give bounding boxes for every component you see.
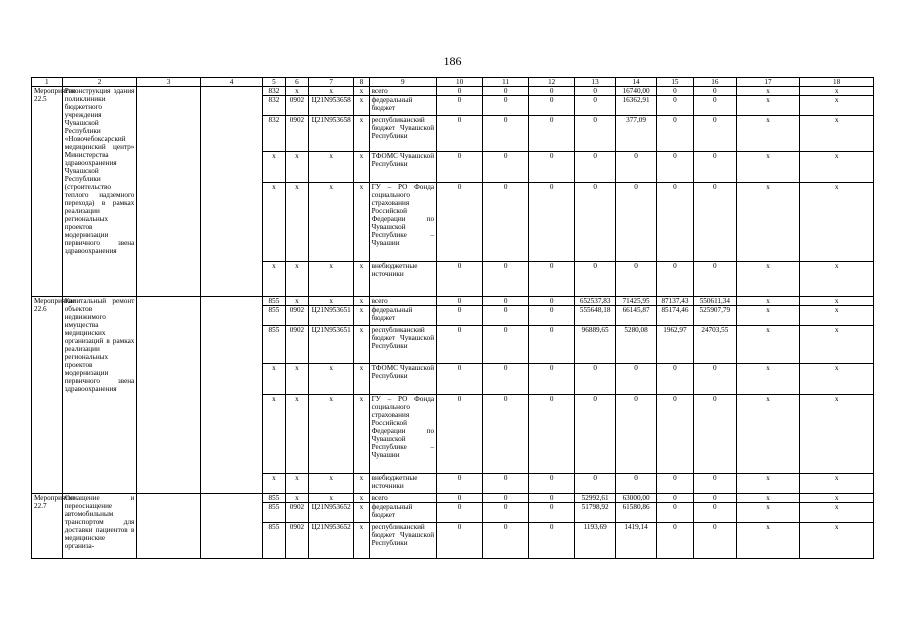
- table-cell: x: [309, 364, 354, 395]
- funding-source: всего: [369, 87, 437, 96]
- table-cell: x: [354, 297, 369, 306]
- table-cell: 24703,55: [693, 326, 736, 364]
- table-cell: x: [263, 183, 286, 262]
- table-cell: x: [800, 116, 874, 152]
- table-cell: 87137,43: [657, 297, 694, 306]
- table-cell: x: [800, 306, 874, 326]
- table-cell: 0: [575, 474, 616, 494]
- header-cell: 5: [263, 78, 286, 87]
- table-cell: 0: [483, 306, 529, 326]
- header-cell: 12: [529, 78, 575, 87]
- funding-source: федеральный бюджет: [369, 96, 437, 116]
- table-cell: x: [285, 183, 309, 262]
- table-cell: 0: [483, 262, 529, 297]
- table-cell: 0: [616, 183, 657, 262]
- table-cell: 0: [437, 364, 483, 395]
- funding-source: федеральный бюджет: [369, 503, 437, 523]
- table-cell: 0: [575, 116, 616, 152]
- funding-source: ТФОМС Чувашской Республики: [369, 364, 437, 395]
- table-cell: x: [354, 474, 369, 494]
- table-cell: 0: [657, 262, 694, 297]
- table-cell: 0: [657, 116, 694, 152]
- table-cell: 0: [437, 494, 483, 503]
- table-cell: x: [309, 262, 354, 297]
- table-cell: 0: [529, 116, 575, 152]
- table-cell: 0: [529, 523, 575, 559]
- table-cell: 52992,61: [575, 494, 616, 503]
- table-cell: 855: [263, 503, 286, 523]
- table-cell: 1962,97: [657, 326, 694, 364]
- table-cell: 0902: [285, 96, 309, 116]
- activity-name: Реконструкция здания поликлиники бюджетного учреждения Чувашской Республики «Новочебоксарский медицинский центр» Министерства здравоохранения Чувашской Республики (строительство теплого надземного перехода) в рамках реализации региональных проектов модернизации первичного звена здравоохранения: [62, 87, 137, 297]
- table-cell: 0: [529, 152, 575, 183]
- table-cell: x: [800, 494, 874, 503]
- table-cell: 0: [693, 96, 736, 116]
- table-cell: x: [309, 474, 354, 494]
- table-cell: 0: [437, 183, 483, 262]
- activity-id: Мероприятие 22.6: [32, 297, 63, 494]
- table-cell: x: [800, 262, 874, 297]
- table-cell: x: [263, 395, 286, 474]
- table-cell: x: [263, 152, 286, 183]
- table-cell: x: [800, 395, 874, 474]
- table-cell: x: [736, 87, 799, 96]
- table-cell: x: [736, 183, 799, 262]
- table-cell: x: [263, 262, 286, 297]
- table-cell: x: [800, 152, 874, 183]
- table-cell: x: [354, 503, 369, 523]
- header-cell: 10: [437, 78, 483, 87]
- table-cell: x: [736, 364, 799, 395]
- table-cell: 71425,95: [616, 297, 657, 306]
- table-cell: 0: [437, 326, 483, 364]
- empty-cell: [137, 297, 200, 494]
- table-cell: x: [285, 297, 309, 306]
- table-cell: 0: [529, 96, 575, 116]
- table-cell: 16362,91: [616, 96, 657, 116]
- table-cell: 0: [616, 152, 657, 183]
- table-cell: 0: [693, 364, 736, 395]
- activity-name: Оснащение и переоснащение автомобильным транспортом для доставки пациентов в медицинские организа-: [62, 494, 137, 559]
- table-cell: 0: [657, 395, 694, 474]
- table-cell: 0: [693, 87, 736, 96]
- table-cell: 0: [693, 183, 736, 262]
- table-cell: x: [736, 474, 799, 494]
- table-cell: x: [354, 262, 369, 297]
- table-cell: Ц21N953658: [309, 96, 354, 116]
- header-cell: 11: [483, 78, 529, 87]
- header-row: [32, 78, 874, 87]
- table-cell: 51798,92: [575, 503, 616, 523]
- table-cell: 0: [529, 306, 575, 326]
- table-cell: 85174,46: [657, 306, 694, 326]
- activity-id: Мероприятие 22.7: [32, 494, 63, 559]
- table-cell: x: [800, 523, 874, 559]
- table-cell: 0: [483, 297, 529, 306]
- table-cell: 61580,86: [616, 503, 657, 523]
- header-cell: 17: [736, 78, 799, 87]
- table-cell: 0: [483, 523, 529, 559]
- table-cell: 0: [483, 364, 529, 395]
- table-cell: x: [285, 395, 309, 474]
- header-cell: 14: [616, 78, 657, 87]
- table-cell: 832: [263, 116, 286, 152]
- header-cell: 8: [354, 78, 369, 87]
- header-cell: 16: [693, 78, 736, 87]
- table-cell: 377,09: [616, 116, 657, 152]
- table-cell: Ц21N953658: [309, 116, 354, 152]
- table-cell: 0902: [285, 326, 309, 364]
- table-cell: 0: [657, 87, 694, 96]
- table-row: [32, 494, 874, 503]
- header-cell: 3: [137, 78, 200, 87]
- table-cell: 0: [529, 183, 575, 262]
- table-cell: 0: [483, 152, 529, 183]
- budget-table: [31, 77, 874, 559]
- table-cell: 0: [437, 297, 483, 306]
- funding-source: республиканский бюджет Чувашской Республики: [369, 116, 437, 152]
- table-cell: x: [309, 494, 354, 503]
- table-cell: 0: [483, 96, 529, 116]
- table-cell: 0: [529, 494, 575, 503]
- table-cell: x: [800, 183, 874, 262]
- table-cell: 0: [575, 87, 616, 96]
- table-cell: x: [736, 96, 799, 116]
- table-cell: 0: [657, 183, 694, 262]
- funding-source: республиканский бюджет Чувашской Республики: [369, 326, 437, 364]
- table-cell: x: [354, 523, 369, 559]
- table-cell: x: [736, 152, 799, 183]
- table-cell: x: [285, 262, 309, 297]
- header-cell: 15: [657, 78, 694, 87]
- table-cell: x: [800, 364, 874, 395]
- table-cell: 855: [263, 306, 286, 326]
- table-cell: 855: [263, 494, 286, 503]
- table-cell: 0: [616, 395, 657, 474]
- table-cell: x: [736, 326, 799, 364]
- table-cell: 0: [616, 262, 657, 297]
- table-cell: 0: [529, 262, 575, 297]
- table-cell: 0: [657, 364, 694, 395]
- table-cell: 1193,69: [575, 523, 616, 559]
- table-cell: 0: [529, 297, 575, 306]
- table-cell: x: [285, 87, 309, 96]
- funding-source: ТФОМС Чувашской Республики: [369, 152, 437, 183]
- table-cell: 0: [437, 96, 483, 116]
- table-cell: x: [736, 503, 799, 523]
- table-cell: x: [285, 494, 309, 503]
- table-cell: 832: [263, 87, 286, 96]
- table-cell: 0: [616, 364, 657, 395]
- table-cell: x: [800, 474, 874, 494]
- funding-source: федеральный бюджет: [369, 306, 437, 326]
- table-cell: x: [309, 297, 354, 306]
- table-cell: Ц21N953652: [309, 503, 354, 523]
- table-cell: x: [736, 395, 799, 474]
- table-cell: 0: [437, 503, 483, 523]
- table-cell: x: [800, 326, 874, 364]
- table-cell: 0: [693, 503, 736, 523]
- table-cell: x: [736, 297, 799, 306]
- table-cell: x: [309, 87, 354, 96]
- table-cell: x: [354, 364, 369, 395]
- table-row: [32, 87, 874, 96]
- table-cell: 0: [657, 494, 694, 503]
- table-cell: x: [263, 474, 286, 494]
- table-cell: 0: [437, 116, 483, 152]
- table-cell: 832: [263, 96, 286, 116]
- table-cell: x: [354, 96, 369, 116]
- table-cell: x: [354, 183, 369, 262]
- table-cell: 550611,34: [693, 297, 736, 306]
- table-cell: 0: [693, 152, 736, 183]
- table-cell: Ц21N953652: [309, 523, 354, 559]
- empty-cell: [200, 297, 262, 494]
- table-cell: 0: [693, 395, 736, 474]
- table-cell: 0: [693, 474, 736, 494]
- table-cell: 0: [483, 503, 529, 523]
- table-cell: 0: [437, 306, 483, 326]
- table-cell: 0: [693, 262, 736, 297]
- table-cell: 0902: [285, 116, 309, 152]
- table-cell: 0: [616, 474, 657, 494]
- funding-source: всего: [369, 494, 437, 503]
- table-cell: 855: [263, 297, 286, 306]
- table-cell: 0902: [285, 306, 309, 326]
- header-cell: 2: [62, 78, 137, 87]
- table-cell: x: [263, 364, 286, 395]
- header-cell: 4: [200, 78, 262, 87]
- table-cell: x: [285, 364, 309, 395]
- table-cell: 66145,87: [616, 306, 657, 326]
- table-cell: x: [354, 326, 369, 364]
- table-cell: x: [800, 87, 874, 96]
- table-cell: 0: [693, 494, 736, 503]
- table-cell: 0: [693, 116, 736, 152]
- header-cell: 6: [285, 78, 309, 87]
- table-cell: 0: [529, 503, 575, 523]
- table-cell: 0: [657, 523, 694, 559]
- activity-id: Мероприятие 22.5: [32, 87, 63, 297]
- header-cell: 9: [369, 78, 437, 87]
- table-cell: 0: [657, 503, 694, 523]
- table-cell: 555648,18: [575, 306, 616, 326]
- table-cell: 0: [657, 474, 694, 494]
- table-cell: x: [285, 152, 309, 183]
- funding-source: ГУ – РО Фонда социального страхования Российской Федерации по Чувашской Республике – Чувашии: [369, 183, 437, 262]
- table-cell: 652537,83: [575, 297, 616, 306]
- table-cell: 0: [483, 395, 529, 474]
- table-cell: 0: [437, 262, 483, 297]
- table-cell: 855: [263, 523, 286, 559]
- table-cell: 525907,79: [693, 306, 736, 326]
- table-cell: 0: [529, 395, 575, 474]
- table-cell: 0: [529, 474, 575, 494]
- table-cell: x: [736, 262, 799, 297]
- table-cell: 0: [483, 183, 529, 262]
- activity-name: Капитальный ремонт объектов недвижимого имущества медицинских организаций в рамках реализации региональных проектов модернизации первичного звена здравоохранения: [62, 297, 137, 494]
- table-cell: 0: [437, 152, 483, 183]
- table-cell: 0: [575, 395, 616, 474]
- table-cell: 0: [529, 87, 575, 96]
- header-cell: 7: [309, 78, 354, 87]
- empty-cell: [200, 87, 262, 297]
- table-cell: 96889,65: [575, 326, 616, 364]
- table-cell: x: [736, 523, 799, 559]
- table-cell: 0: [575, 364, 616, 395]
- page-number: 186: [443, 54, 462, 68]
- funding-source: ГУ – РО Фонда социального страхования Российской Федерации по Чувашской Республике – Чувашии: [369, 395, 437, 474]
- table-cell: 0: [657, 152, 694, 183]
- table-cell: x: [354, 152, 369, 183]
- table-cell: 5280,08: [616, 326, 657, 364]
- table-cell: x: [800, 96, 874, 116]
- table-cell: 0: [529, 326, 575, 364]
- header-cell: 18: [800, 78, 874, 87]
- table-cell: 0: [437, 87, 483, 96]
- table-cell: 0: [529, 364, 575, 395]
- table-cell: 0: [483, 326, 529, 364]
- table-cell: 855: [263, 326, 286, 364]
- table-cell: 0: [575, 152, 616, 183]
- table-cell: 0: [483, 494, 529, 503]
- table-cell: 0: [657, 96, 694, 116]
- empty-cell: [137, 87, 200, 297]
- funding-source: внебюджетные источники: [369, 474, 437, 494]
- header-cell: 13: [575, 78, 616, 87]
- table-cell: 16740,00: [616, 87, 657, 96]
- table-cell: Ц21N953651: [309, 326, 354, 364]
- table-cell: 63000,00: [616, 494, 657, 503]
- table-cell: 0: [437, 474, 483, 494]
- table-cell: x: [285, 474, 309, 494]
- funding-source: республиканский бюджет Чувашской Республики: [369, 523, 437, 559]
- table-cell: 0: [693, 523, 736, 559]
- table-cell: x: [354, 116, 369, 152]
- table-cell: 0: [437, 395, 483, 474]
- table-cell: x: [736, 116, 799, 152]
- table-cell: 0: [575, 183, 616, 262]
- table-row: [32, 297, 874, 306]
- funding-source: всего: [369, 297, 437, 306]
- table-cell: x: [354, 87, 369, 96]
- table-cell: 0: [575, 96, 616, 116]
- table-cell: 0902: [285, 523, 309, 559]
- table-cell: x: [800, 503, 874, 523]
- table-cell: 0: [483, 87, 529, 96]
- table-cell: x: [736, 494, 799, 503]
- funding-source: внебюджетные источники: [369, 262, 437, 297]
- table-cell: x: [309, 183, 354, 262]
- table-cell: 0902: [285, 503, 309, 523]
- table-cell: x: [354, 494, 369, 503]
- header-cell: 1: [32, 78, 63, 87]
- table-cell: 0: [483, 474, 529, 494]
- table-cell: 0: [437, 523, 483, 559]
- table-cell: x: [354, 306, 369, 326]
- table-cell: Ц21N953651: [309, 306, 354, 326]
- table-cell: 0: [575, 262, 616, 297]
- table-cell: x: [309, 152, 354, 183]
- table-cell: 0: [483, 116, 529, 152]
- table-cell: 1419,14: [616, 523, 657, 559]
- table-cell: x: [800, 297, 874, 306]
- empty-cell: [200, 494, 262, 559]
- empty-cell: [137, 494, 200, 559]
- table-cell: x: [309, 395, 354, 474]
- table-cell: x: [736, 306, 799, 326]
- table-cell: x: [354, 395, 369, 474]
